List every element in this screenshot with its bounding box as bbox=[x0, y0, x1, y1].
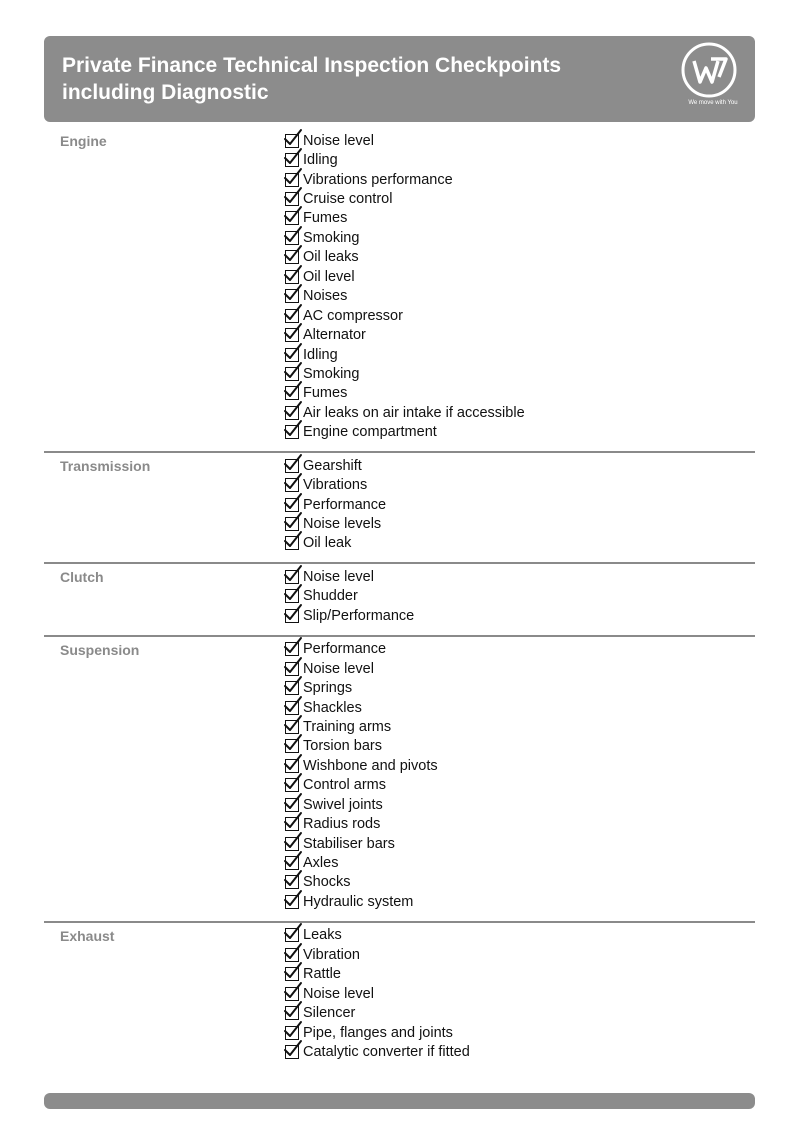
checkbox-checked-icon[interactable] bbox=[285, 231, 299, 245]
logo-tagline: We move with You bbox=[688, 100, 738, 106]
checklist-item-label: Vibrations bbox=[303, 477, 368, 494]
checklist-item-label: Noises bbox=[303, 288, 348, 305]
checklist-item bbox=[285, 495, 755, 514]
checklist-item-label: Pipe, flanges and joints bbox=[303, 1024, 453, 1041]
checkbox-checked-icon[interactable] bbox=[285, 798, 299, 812]
checklist-item bbox=[285, 776, 755, 795]
checklist-item-label: Axles bbox=[303, 855, 339, 872]
checklist-item bbox=[285, 606, 755, 625]
checklist-item-label: Radius rods bbox=[303, 816, 381, 833]
section-suspension bbox=[44, 637, 755, 923]
checklist-item bbox=[285, 698, 755, 717]
checklist-item bbox=[285, 945, 755, 964]
section-transmission bbox=[44, 453, 755, 564]
checkbox-checked-icon[interactable] bbox=[285, 928, 299, 942]
checklist-item bbox=[285, 737, 755, 756]
checklist-items bbox=[44, 567, 755, 625]
w-logo-icon bbox=[681, 42, 737, 98]
checklist-item bbox=[285, 984, 755, 1003]
checklist-item-label: Springs bbox=[303, 680, 353, 697]
checklist-item bbox=[285, 834, 755, 853]
checkbox-checked-icon[interactable] bbox=[285, 406, 299, 420]
checklist-item-label: AC compressor bbox=[303, 307, 403, 324]
checkbox-checked-icon[interactable] bbox=[285, 1045, 299, 1059]
checklist-item bbox=[285, 853, 755, 872]
footer-bar bbox=[44, 1093, 755, 1109]
checklist-items bbox=[44, 456, 755, 553]
checklist-item-label: Hydraulic system bbox=[303, 893, 414, 910]
checkbox-checked-icon[interactable] bbox=[285, 662, 299, 676]
checkbox-checked-icon[interactable] bbox=[285, 987, 299, 1001]
checklist-item bbox=[285, 306, 755, 325]
checklist-item-label: Rattle bbox=[303, 966, 341, 983]
checklist-item bbox=[285, 209, 755, 228]
checklist-item-label: Noise level bbox=[303, 660, 374, 677]
checkbox-checked-icon[interactable] bbox=[285, 425, 299, 439]
checklist-item bbox=[285, 1042, 755, 1061]
checkbox-checked-icon[interactable] bbox=[285, 720, 299, 734]
checkbox-checked-icon[interactable] bbox=[285, 759, 299, 773]
checklist-items bbox=[44, 640, 755, 912]
checklist-item-label: Shudder bbox=[303, 588, 358, 605]
checklist-item-label: Alternator bbox=[303, 327, 366, 344]
checkbox-checked-icon[interactable] bbox=[285, 739, 299, 753]
checkbox-checked-icon[interactable] bbox=[285, 367, 299, 381]
checklist-item bbox=[285, 756, 755, 775]
title-line-2: including Diagnostic bbox=[62, 81, 269, 104]
section-engine bbox=[44, 128, 755, 453]
checkbox-checked-icon[interactable] bbox=[285, 478, 299, 492]
checklist bbox=[44, 128, 755, 1071]
checklist-item bbox=[285, 287, 755, 306]
checkbox-checked-icon[interactable] bbox=[285, 589, 299, 603]
checklist-item bbox=[285, 1023, 755, 1042]
checklist-item bbox=[285, 892, 755, 911]
checklist-item-label: Torsion bars bbox=[303, 738, 382, 755]
checklist-item-label: Slip/Performance bbox=[303, 607, 415, 624]
section-exhaust bbox=[44, 923, 755, 1071]
page-title bbox=[62, 52, 561, 106]
checkbox-checked-icon[interactable] bbox=[285, 270, 299, 284]
checklist-items bbox=[44, 131, 755, 442]
checklist-item-label: Oil level bbox=[303, 268, 355, 285]
checkbox-checked-icon[interactable] bbox=[285, 328, 299, 342]
checkbox-checked-icon[interactable] bbox=[285, 309, 299, 323]
checklist-item-label: Noise level bbox=[303, 132, 374, 149]
checkbox-checked-icon[interactable] bbox=[285, 211, 299, 225]
checkbox-checked-icon[interactable] bbox=[285, 134, 299, 148]
checklist-item-label: Oil leak bbox=[303, 535, 352, 552]
checkbox-checked-icon[interactable] bbox=[285, 1006, 299, 1020]
checklist-item bbox=[285, 228, 755, 247]
checklist-item bbox=[285, 659, 755, 678]
checklist-item bbox=[285, 384, 755, 403]
checklist-item bbox=[285, 717, 755, 736]
checklist-item bbox=[285, 567, 755, 586]
checklist-item-label: Air leaks on air intake if accessible bbox=[303, 404, 525, 421]
checkbox-checked-icon[interactable] bbox=[285, 609, 299, 623]
checklist-item-label: Fumes bbox=[303, 210, 348, 227]
header-bar bbox=[44, 36, 755, 122]
checklist-item bbox=[285, 965, 755, 984]
checklist-item bbox=[285, 325, 755, 344]
checkbox-checked-icon[interactable] bbox=[285, 386, 299, 400]
checklist-item-label: Leaks bbox=[303, 927, 342, 944]
checklist-item bbox=[285, 814, 755, 833]
checklist-item-label: Wishbone and pivots bbox=[303, 757, 438, 774]
checklist-item-label: Performance bbox=[303, 496, 387, 513]
checklist-item bbox=[285, 170, 755, 189]
checklist-item-label: Vibration bbox=[303, 946, 360, 963]
checklist-item bbox=[285, 403, 755, 422]
checkbox-checked-icon[interactable] bbox=[285, 498, 299, 512]
checkbox-checked-icon[interactable] bbox=[285, 536, 299, 550]
checklist-item-label: Idling bbox=[303, 152, 338, 169]
checklist-item bbox=[285, 1003, 755, 1022]
checklist-item bbox=[285, 423, 755, 442]
checklist-item-label: Performance bbox=[303, 641, 387, 658]
checklist-item bbox=[285, 131, 755, 150]
section-title: Transmission bbox=[60, 458, 151, 474]
checklist-item-label: Smoking bbox=[303, 229, 360, 246]
checklist-item-label: Vibrations performance bbox=[303, 171, 453, 188]
checklist-items bbox=[44, 926, 755, 1062]
checklist-item bbox=[285, 873, 755, 892]
checklist-item bbox=[285, 640, 755, 659]
checkbox-checked-icon[interactable] bbox=[285, 348, 299, 362]
checklist-item-label: Swivel joints bbox=[303, 796, 383, 813]
section-title: Suspension bbox=[60, 641, 140, 658]
checklist-item-label: Noise level bbox=[303, 985, 374, 1002]
checkbox-checked-icon[interactable] bbox=[285, 681, 299, 695]
checkbox-checked-icon[interactable] bbox=[285, 1026, 299, 1040]
checkbox-checked-icon[interactable] bbox=[285, 837, 299, 851]
checklist-item-label: Training arms bbox=[303, 718, 392, 735]
checklist-item bbox=[285, 795, 755, 814]
checklist-item bbox=[285, 678, 755, 697]
section-clutch bbox=[44, 564, 755, 636]
checklist-item bbox=[285, 587, 755, 606]
checklist-item bbox=[285, 534, 755, 553]
checklist-item-label: Oil leaks bbox=[303, 249, 359, 266]
checkbox-checked-icon[interactable] bbox=[285, 250, 299, 264]
checkbox-checked-icon[interactable] bbox=[285, 517, 299, 531]
section-title: Clutch bbox=[60, 569, 104, 586]
checkbox-checked-icon[interactable] bbox=[285, 948, 299, 962]
checkbox-checked-icon[interactable] bbox=[285, 778, 299, 792]
checklist-item-label: Idling bbox=[303, 346, 338, 363]
title-line-1: Private Finance Technical Inspection Checkpoints bbox=[62, 54, 562, 77]
checklist-item-label: Noise levels bbox=[303, 516, 382, 533]
checklist-item bbox=[285, 267, 755, 286]
checklist-item bbox=[285, 475, 755, 494]
checkbox-checked-icon[interactable] bbox=[285, 173, 299, 187]
section-title: Exhaust bbox=[60, 927, 115, 944]
checkbox-checked-icon[interactable] bbox=[285, 642, 299, 656]
checklist-item-label: Noise level bbox=[303, 568, 374, 585]
checkbox-checked-icon[interactable] bbox=[285, 459, 299, 473]
checklist-item bbox=[285, 345, 755, 364]
checklist-item-label: Shocks bbox=[303, 874, 351, 891]
checklist-item-label: Smoking bbox=[303, 365, 360, 382]
checklist-item-label: Gearshift bbox=[303, 457, 362, 474]
checklist-item-label: Silencer bbox=[303, 1005, 356, 1022]
checkbox-checked-icon[interactable] bbox=[285, 856, 299, 870]
checklist-item bbox=[285, 364, 755, 383]
checklist-item bbox=[285, 150, 755, 169]
checklist-item bbox=[285, 926, 755, 945]
checklist-item-label: Shackles bbox=[303, 699, 362, 716]
checklist-item-label: Engine compartment bbox=[303, 424, 437, 441]
checklist-item-label: Fumes bbox=[303, 385, 348, 402]
checkbox-checked-icon[interactable] bbox=[285, 817, 299, 831]
checklist-item bbox=[285, 514, 755, 533]
checkbox-checked-icon[interactable] bbox=[285, 192, 299, 206]
checkbox-checked-icon[interactable] bbox=[285, 570, 299, 584]
checklist-item bbox=[285, 456, 755, 475]
checkbox-checked-icon[interactable] bbox=[285, 967, 299, 981]
checklist-item-label: Cruise control bbox=[303, 191, 393, 208]
checklist-item-label: Catalytic converter if fitted bbox=[303, 1043, 470, 1060]
checklist-item-label: Stabiliser bars bbox=[303, 835, 395, 852]
checkbox-checked-icon[interactable] bbox=[285, 875, 299, 889]
checklist-item bbox=[285, 248, 755, 267]
checkbox-checked-icon[interactable] bbox=[285, 289, 299, 303]
checkbox-checked-icon[interactable] bbox=[285, 701, 299, 715]
checklist-item-label: Control arms bbox=[303, 777, 386, 794]
checkbox-checked-icon[interactable] bbox=[285, 153, 299, 167]
checklist-item bbox=[285, 189, 755, 208]
checkbox-checked-icon[interactable] bbox=[285, 895, 299, 909]
section-title: Engine bbox=[60, 133, 107, 149]
